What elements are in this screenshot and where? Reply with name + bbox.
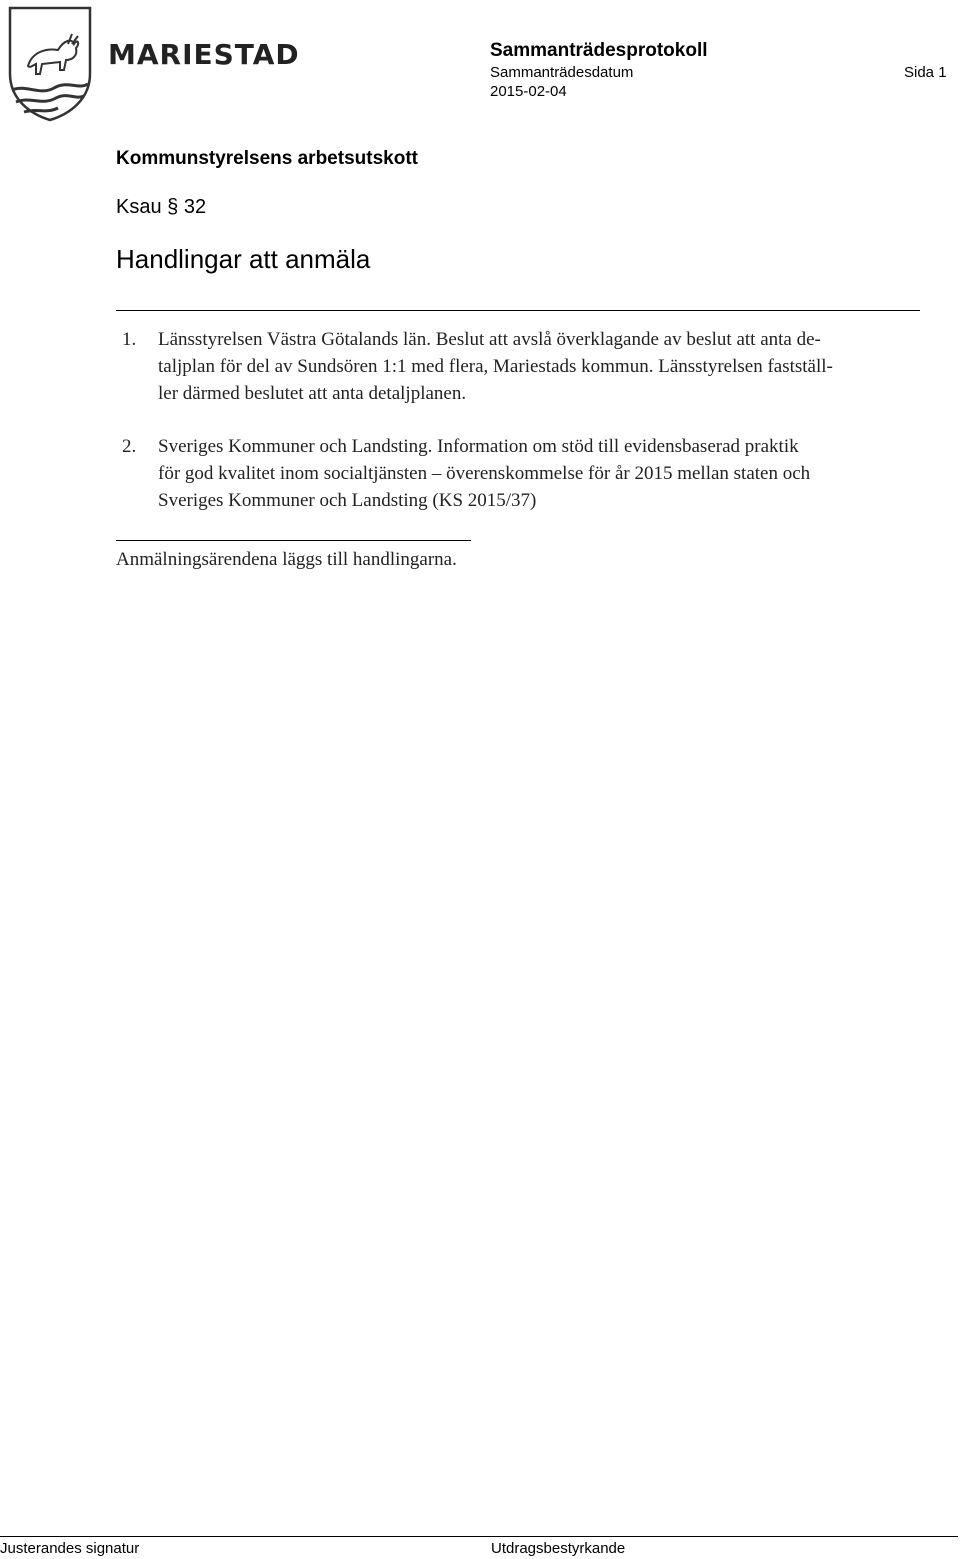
footer-signature-label: Justerandes signatur [0, 1540, 140, 1557]
list-item-number: 1. [122, 329, 137, 350]
heading-divider [116, 310, 920, 311]
committee-name: Kommunstyrelsens arbetsutskott [116, 148, 418, 169]
decision-text: Anmälningsärendena läggs till handlingarna. [116, 549, 457, 570]
text-line: för god kvalitet inom socialtjänsten – överenskommelse för år 2015 mellan staten och [158, 463, 811, 484]
footer-divider [0, 1536, 958, 1537]
text-line: taljplan för del av Sundsören 1:1 med flera, Mariestads kommun. Länsstyrelsen fastställ- [158, 356, 833, 377]
logo-wordmark: MARIESTAD [108, 38, 300, 71]
list-item-text [158, 433, 948, 514]
paragraph-reference: Ksau § 32 [116, 196, 207, 218]
mariestad-coat-of-arms-icon [6, 4, 94, 122]
list-item-text [158, 326, 948, 407]
text-line: Länsstyrelsen Västra Götalands län. Beslut att avslå överklagande av beslut att anta de- [158, 329, 821, 350]
text-line: ler därmed beslutet att anta detaljplanen. [158, 383, 467, 404]
text-line: Sveriges Kommuner och Landsting (KS 2015/37) [158, 490, 537, 511]
meeting-date: 2015-02-04 [490, 83, 567, 100]
page-number: Sida 1 [904, 64, 947, 81]
footer-certification-label: Utdragsbestyrkande [491, 1540, 626, 1557]
meeting-date-label: Sammanträdesdatum [490, 64, 634, 81]
text-line: Sveriges Kommuner och Landsting. Information om stöd till evidensbaserad praktik [158, 436, 799, 457]
decision-divider [116, 540, 471, 541]
list-item-number: 2. [122, 436, 137, 457]
section-heading: Handlingar att anmäla [116, 244, 371, 274]
document-title: Sammanträdesprotokoll [490, 40, 708, 61]
